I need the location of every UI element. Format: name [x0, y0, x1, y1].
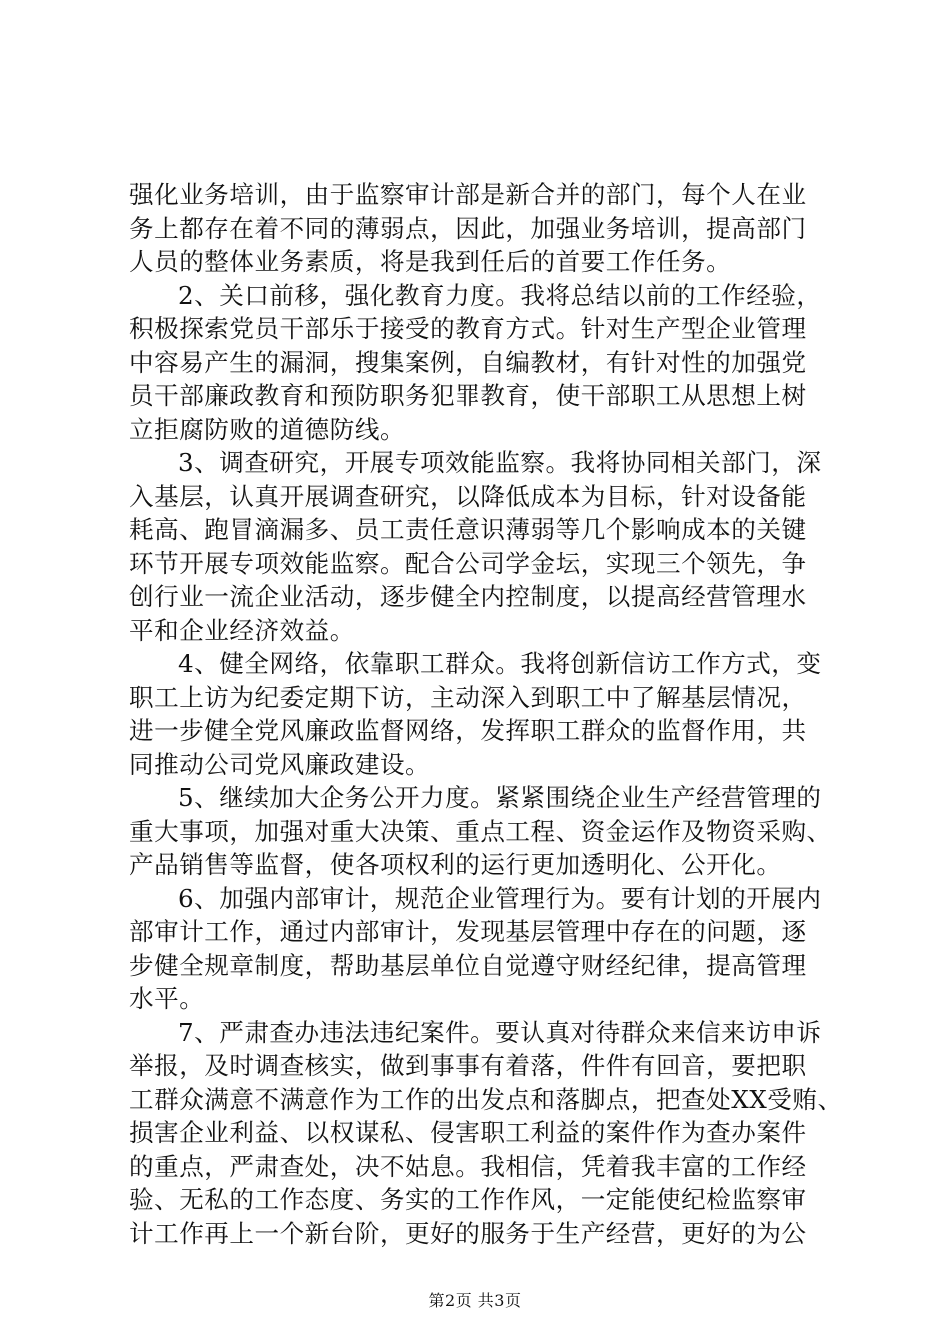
text-line: 入基层，认真开展调查研究，以降低成本为目标，针对设备能 [129, 481, 807, 511]
text-line: 部审计工作，通过内部审计，发现基层管理中存在的问题，逐 [129, 917, 807, 946]
text-line: 积极探索党员干部乐于接受的教育方式。针对生产型企业管理 [129, 314, 807, 343]
text-line: 工群众满意不满意作为工作的出发点和落脚点，把查处XX受贿、 [129, 1084, 843, 1114]
text-line: 的重点，严肃查处，决不姑息。我相信，凭着我丰富的工作经 [129, 1151, 807, 1181]
text-line: 员干部廉政教育和预防职务犯罪教育，使干部职工从思想上树 [129, 381, 807, 410]
text-line: 步健全规章制度，帮助基层单位自觉遵守财经纪律，提高管理 [129, 950, 807, 980]
text-line: 7、严肃查办违法违纪案件。要认真对待群众来信来访申诉 [178, 1017, 822, 1047]
body-text [129, 178, 843, 1250]
paragraph [129, 1016, 843, 1251]
text-line: 重大事项，加强对重大决策、重点工程、资金运作及物资采购、 [129, 816, 832, 846]
text-line: 职工上访为纪委定期下访，主动深入到职工中了解基层情况， [129, 682, 807, 712]
text-line: 产品销售等监督，使各项权利的运行更加透明化、公开化。 [129, 850, 782, 879]
text-line: 水平。 [129, 984, 205, 1013]
text-line: 强化业务培训，由于监察审计部是新合并的部门，每个人在业 [129, 180, 807, 209]
text-line: 人员的整体业务素质，将是我到任后的首要工作任务。 [129, 247, 732, 276]
text-line: 环节开展专项效能监察。配合公司学金坛，实现三个领先，争 [129, 548, 807, 578]
text-line: 进一步健全党风廉政监督网络，发挥职工群众的监督作用，共 [129, 716, 807, 745]
paragraph [129, 781, 832, 882]
text-line: 验、无私的工作态度、务实的工作作风，一定能使纪检监察审 [129, 1185, 807, 1214]
text-line: 损害企业利益、以权谋私、侵害职工利益的案件作为查办案件 [129, 1118, 807, 1147]
paragraph [129, 882, 829, 1016]
text-line: 耗高、跑冒滴漏多、员工责任意识薄弱等几个影响成本的关键 [129, 515, 807, 544]
text-line: 3、调查研究，开展专项效能监察。我将协同相关部门，深 [178, 448, 822, 477]
text-line: 6、加强内部审计，规范企业管理行为。要有计划的开展内 [178, 883, 822, 913]
text-line: 计工作再上一个新台阶，更好的服务于生产经营，更好的为公 [129, 1218, 807, 1248]
text-line: 中容易产生的漏洞，搜集案例，自编教材，有针对性的加强党 [129, 347, 807, 377]
text-line: 4、健全网络，依靠职工群众。我将创新信访工作方式，变 [178, 649, 822, 678]
text-line: 立拒腐防败的道德防线。 [129, 414, 406, 444]
text-line: 2、关口前移，强化教育力度。我将总结以前的工作经验， [178, 280, 822, 310]
text-line: 平和企业经济效益。 [129, 615, 355, 645]
paragraph [129, 446, 829, 647]
text-line: 5、继续加大企务公开力度。紧紧围绕企业生产经营管理的 [178, 783, 822, 812]
paragraph [129, 279, 829, 447]
paragraph [129, 178, 829, 279]
text-line: 创行业一流企业活动，逐步健全内控制度，以提高经营管理水 [129, 582, 807, 611]
paragraph [129, 647, 829, 781]
text-line: 同推动公司党风廉政建设。 [129, 749, 431, 779]
text-line: 务上都存在着不同的薄弱点，因此，加强业务培训，提高部门 [129, 213, 807, 243]
page-number-footer: 第2页 共3页 [428, 1291, 522, 1310]
text-line: 举报，及时调查核实，做到事事有着落，件件有回音，要把职 [129, 1051, 807, 1080]
